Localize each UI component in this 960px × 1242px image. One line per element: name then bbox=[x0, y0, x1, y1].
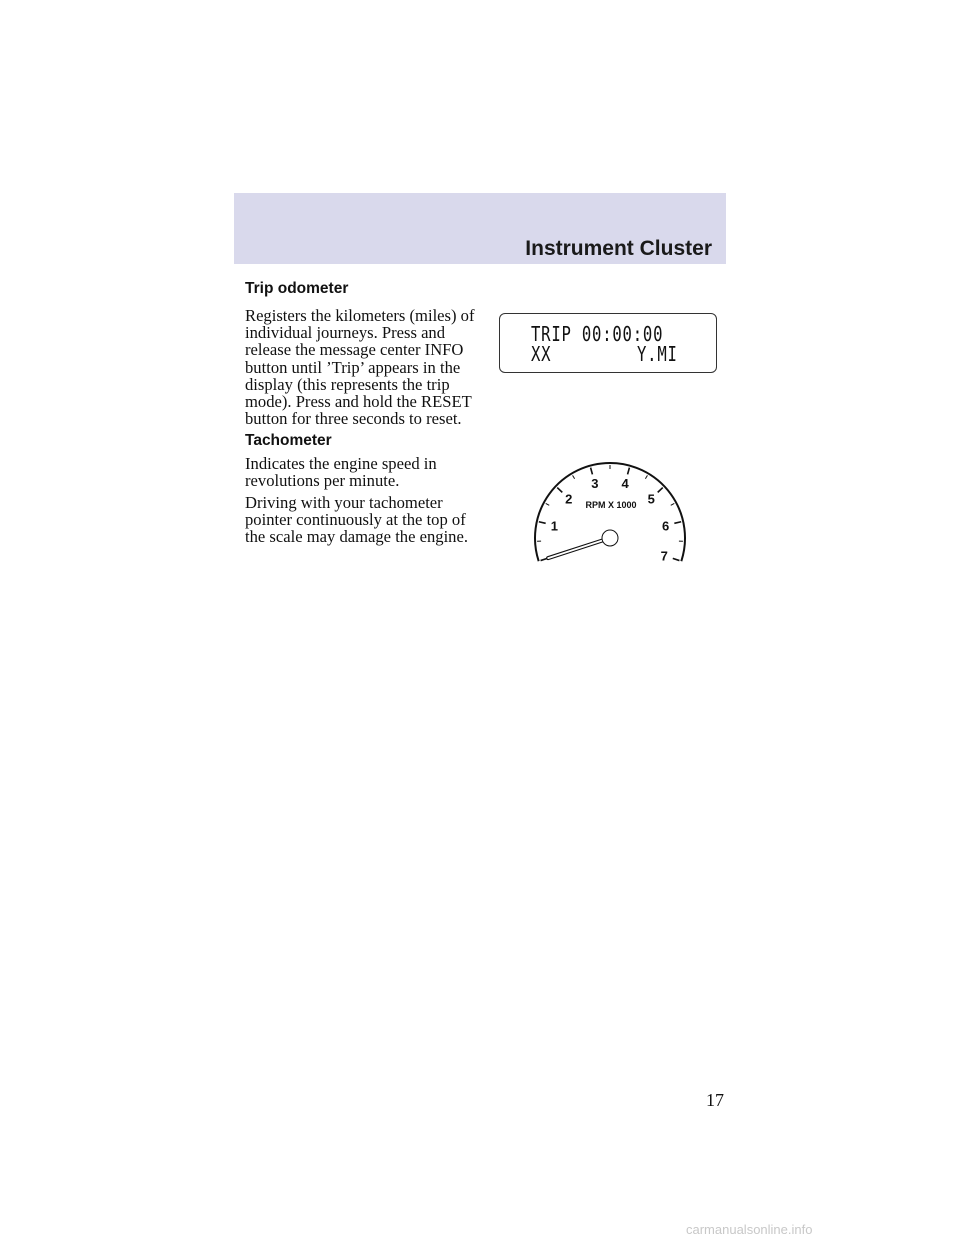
text-line: button until ’Trip’ appears in the bbox=[245, 357, 461, 377]
watermark: carmanualsonline.info bbox=[686, 1222, 813, 1237]
gauge-tick-label: 1 bbox=[550, 518, 559, 534]
gauge-major-tick bbox=[539, 522, 546, 524]
gauge-minor-tick bbox=[546, 503, 550, 505]
gauge-tick-label: 4 bbox=[621, 476, 629, 492]
section-header-band bbox=[234, 193, 726, 264]
page-number: 17 bbox=[706, 1090, 724, 1110]
text-line: Driving with your tachometer bbox=[245, 493, 443, 512]
text-line: mode). Press and hold the RESET bbox=[245, 392, 472, 412]
text-line: Indicates the engine speed in bbox=[245, 454, 437, 473]
rpm-unit-label: RPM X 1000 bbox=[585, 500, 637, 510]
gauge-needle-highlight bbox=[548, 540, 602, 558]
tachometer-para-2 bbox=[245, 494, 481, 546]
tachometer-heading: Tachometer bbox=[245, 432, 332, 449]
gauge-major-tick bbox=[673, 558, 680, 560]
gauge-major-tick bbox=[541, 558, 548, 560]
lcd-line-2-right: Y.MI bbox=[637, 342, 678, 366]
gauge-minor-tick bbox=[671, 503, 675, 505]
tachometer-para-1 bbox=[245, 455, 481, 489]
lcd-line-2-left: XX bbox=[531, 342, 552, 366]
text-line: pointer continuously at the top of bbox=[245, 510, 466, 530]
gauge-tick-label: 5 bbox=[647, 491, 655, 507]
tachometer-gauge-illustration bbox=[505, 458, 715, 578]
trip-odometer-text bbox=[245, 307, 481, 427]
text-line: button for three seconds to reset. bbox=[245, 409, 462, 429]
gauge-tick-label: 2 bbox=[565, 491, 573, 507]
gauge-tick-label: 6 bbox=[661, 518, 670, 534]
text-line: Registers the kilometers (miles) of bbox=[245, 306, 475, 325]
lcd-line-1: TRIP 00:00:00 bbox=[531, 322, 664, 346]
gauge-major-tick bbox=[658, 488, 663, 493]
text-line: the scale may damage the engine. bbox=[245, 527, 468, 547]
needle-hub bbox=[602, 530, 618, 546]
gauge-tick-label: 3 bbox=[591, 476, 599, 492]
gauge-major-tick bbox=[557, 488, 562, 493]
gauge-minor-tick bbox=[645, 475, 647, 478]
gauge-major-tick bbox=[591, 468, 593, 475]
text-line: display (this represents the trip bbox=[245, 374, 450, 394]
trip-display-illustration bbox=[499, 313, 717, 373]
text-line: revolutions per minute. bbox=[245, 471, 400, 491]
gauge-major-tick bbox=[628, 468, 630, 475]
gauge-ticks bbox=[535, 463, 685, 564]
gauge-major-tick bbox=[674, 522, 681, 524]
trip-odometer-heading: Trip odometer bbox=[245, 280, 349, 297]
gauge-minor-tick bbox=[573, 475, 575, 478]
text-line: individual journeys. Press and bbox=[245, 323, 446, 343]
section-title: Instrument Cluster bbox=[525, 237, 712, 260]
gauge-tick-label: 7 bbox=[660, 548, 668, 564]
text-line: release the message center INFO bbox=[245, 340, 464, 360]
